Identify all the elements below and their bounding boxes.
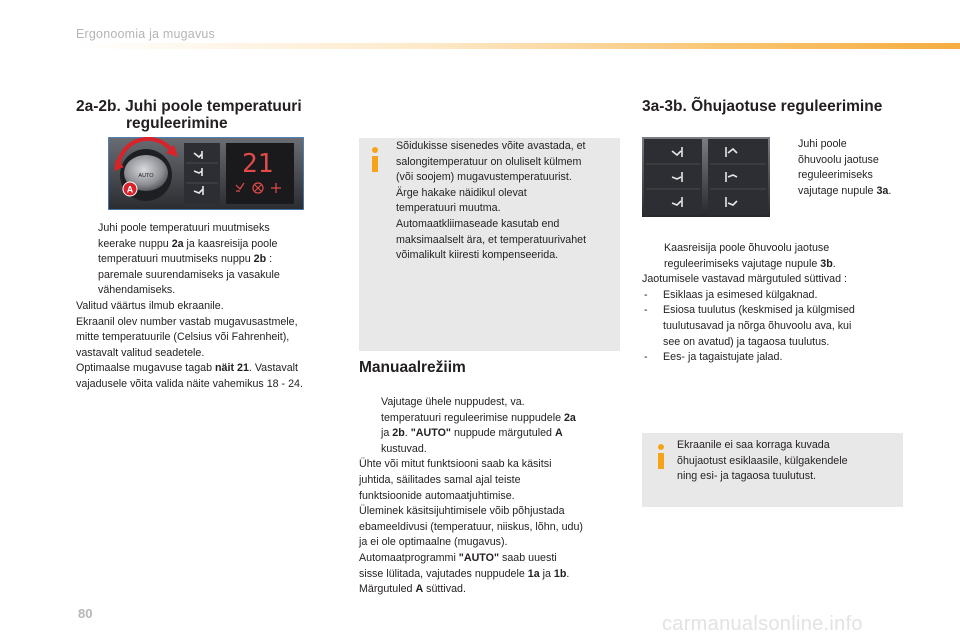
info-box-text — [396, 139, 618, 264]
text-line: paremale suurendamiseks ja vasakule — [98, 268, 280, 281]
temperature-control-panel-image — [108, 137, 304, 210]
side-bullet — [776, 137, 916, 199]
manual-mode-body — [359, 395, 629, 598]
list-item: - Esiosa tuulutus (keskmised ja külgmised tuulutusavad ja nõrga õhuvoolu ava, kui see on avatud) ja tagaosa tuulutus. — [642, 303, 912, 350]
text-line: sisse lülitada, vajutades nuppudele 1a ja 1b. — [359, 567, 570, 580]
section-title-2a-2b — [76, 98, 302, 132]
temperature-display-digits: 21 — [242, 149, 274, 179]
text-line: vastavalt valitud seadetele. — [76, 346, 205, 359]
text-line: Automaatkliimaseade kasutab end — [396, 217, 560, 230]
text-line: (või soojem) mugavustemperatuurist. — [396, 171, 572, 184]
info-box-text — [677, 438, 899, 485]
text-line: vajutage nupule 3a. — [798, 184, 892, 197]
text-line: kustuvad. — [381, 442, 427, 455]
text-line: vähendamiseks. — [98, 284, 176, 297]
section-title-2a-2b-line1: 2a-2b. Juhi poole temperatuuri — [76, 98, 302, 115]
text-line: Kaasreisija poole õhuvoolu jaotuse — [664, 242, 830, 254]
knob-auto-label: AUTO — [138, 173, 154, 179]
text-line: see on avatud) ja tagaosa tuulutus. — [663, 335, 830, 348]
text-line: tuulutusavad ja nõrga õhuvoolu ava, kui — [663, 319, 852, 332]
text-line: Ekraanile ei saa korraga kuvada — [677, 439, 830, 451]
text-line: võimalikult kiiresti kompenseerida. — [396, 249, 559, 262]
chapter-header-bar — [76, 43, 960, 49]
info-box — [642, 433, 903, 507]
text-line: ning esi- ja tagaosa tuulutust. — [677, 470, 817, 483]
paragraph — [359, 457, 629, 597]
text-line: Optimaalse mugavuse tagab näit 21. Vastavalt — [76, 362, 298, 375]
section-2a-2b-body — [76, 221, 344, 393]
text-line: Vajutage ühele nuppudest, va. — [381, 396, 525, 408]
text-line: juhtida, säilitades samal ajal teiste — [359, 473, 521, 486]
dash-list — [642, 288, 912, 366]
text-line: vajadusele võita valida näite vahemikus 18 - 24. — [76, 377, 303, 390]
info-icon — [654, 443, 668, 471]
bullet-text-lines — [98, 221, 344, 299]
text-line: Esiklaas ja esimesed külgaknad. — [663, 288, 818, 301]
list-item: - Ees- ja tagaistujate jalad. — [642, 350, 912, 366]
text-line: õhuvoolu jaotuse — [798, 153, 879, 166]
air-distribution-panel-image — [642, 137, 770, 217]
text-line: Esiosa tuulutus (keskmised ja külgmised — [663, 304, 855, 317]
section-title-manual-mode: Manuaalrežiim — [359, 359, 466, 376]
text-line: ebameeldivusi (temperatuur, niiskus, lõhn, udu) — [359, 520, 583, 533]
text-line: Juhi poole temperatuuri muutmiseks — [98, 222, 270, 234]
bullet-text-lines — [798, 137, 916, 199]
watermark: carmanualsonline.info — [662, 613, 863, 635]
text-line: temperatuuri muutma. — [396, 202, 501, 215]
text-line: funktsioonide automaatjuhtimise. — [359, 489, 515, 502]
svg-text:A: A — [126, 184, 134, 195]
list-item — [776, 137, 916, 199]
text-line: maksimaalselt ära, et temperatuurivahet — [396, 233, 587, 246]
text-line: reguleerimiseks — [798, 169, 873, 182]
bullet-text-lines — [664, 241, 912, 272]
list-item — [359, 395, 629, 457]
section-title-3a-3b: 3a-3b. Õhujaotuse reguleerimine — [642, 98, 883, 115]
text-line: reguleerimiseks vajutage nupule 3b. — [664, 257, 836, 270]
list-item — [642, 241, 912, 272]
section-3a-3b-body — [642, 241, 912, 366]
text-line: Automaatprogrammi "AUTO" saab uuesti — [359, 551, 557, 564]
text-line: Märgutuled A süttivad. — [359, 583, 466, 596]
text-line: Valitud väärtus ilmub ekraanile. — [76, 299, 224, 312]
text-line: Ühte või mitut funktsiooni saab ka käsitsi — [359, 458, 552, 471]
list-item — [76, 221, 344, 299]
text-line: keerake nuppu 2a ja kaasreisija poole — [98, 237, 278, 250]
text-line: ja ei ole optimaalne (mugavus). — [359, 536, 508, 549]
text-line: mitte temperatuurile (Celsius või Fahrenheit), — [76, 331, 290, 344]
text-line: Sõidukisse sisenedes võite avastada, et — [396, 140, 586, 152]
bullet-text-lines — [381, 395, 629, 457]
text-line: Ees- ja tagaistujate jalad. — [663, 351, 783, 364]
text-line: Üleminek käsitsijuhtimisele võib põhjustada — [359, 505, 565, 518]
info-icon — [368, 146, 382, 174]
paragraph — [76, 299, 344, 393]
text-line: Ärge hakake näidikul olevat — [396, 186, 527, 199]
text-line: salongitemperatuur on oluliselt külmem — [396, 155, 582, 168]
chapter-title: Ergonoomia ja mugavus — [76, 27, 215, 41]
list-item: - Esiklaas ja esimesed külgaknad. — [642, 288, 912, 304]
text-line: temperatuuri muutmiseks nuppu 2b : — [98, 253, 273, 266]
text-line: õhujaotust esiklaasile, külgakendele — [677, 454, 848, 467]
info-box — [359, 138, 620, 351]
text-line: temperatuuri reguleerimise nuppudele 2a — [381, 411, 576, 424]
text-line: Juhi poole — [798, 138, 847, 150]
text-line: Ekraanil olev number vastab mugavusastmele, — [76, 315, 298, 328]
intro-line: Jaotumisele vastavad märgutuled süttivad : — [642, 273, 847, 286]
text-line: ja 2b. "AUTO" nuppude märgutuled A — [381, 427, 563, 440]
page-number: 80 — [78, 606, 93, 621]
section-title-2a-2b-line2: reguleerimine — [126, 115, 228, 132]
